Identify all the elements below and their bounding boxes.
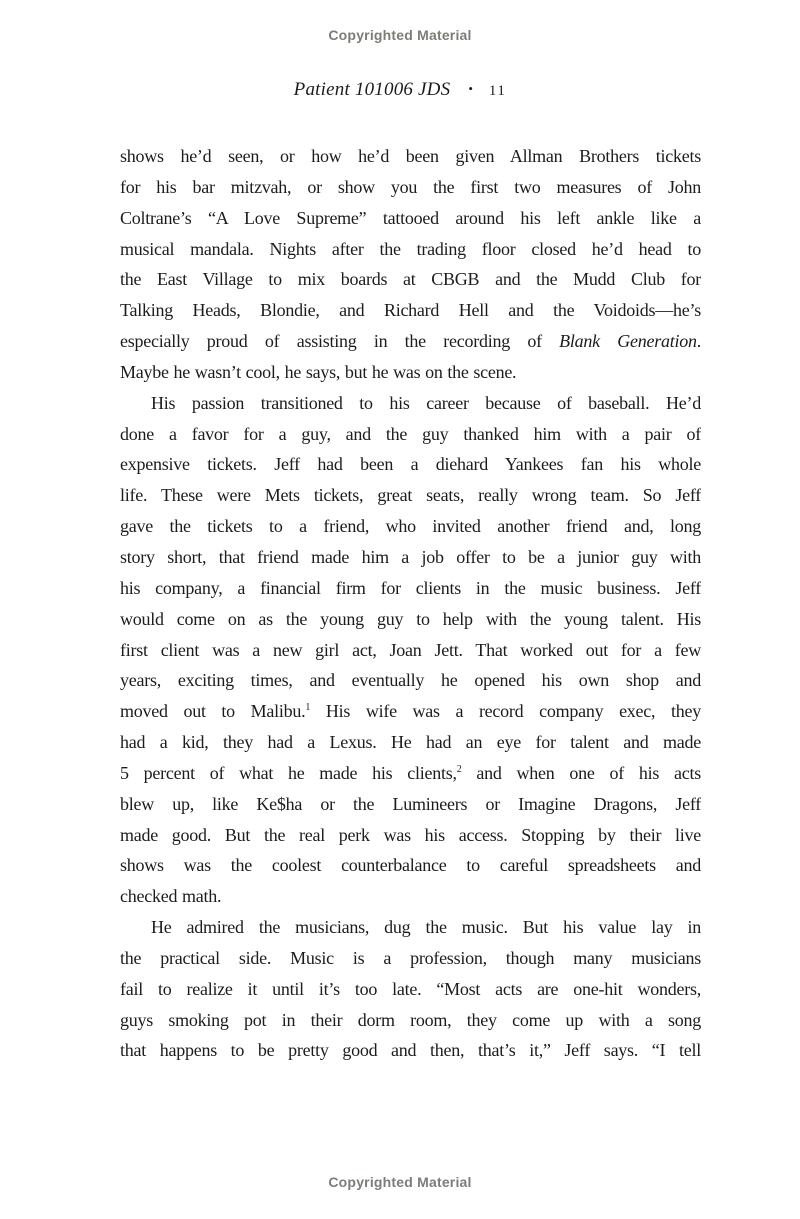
text-line: gave the tickets to a friend, who invited another friend and, long	[120, 516, 701, 537]
text-line	[120, 696, 701, 727]
separator-bullet-icon: •	[468, 81, 473, 96]
text-line: had a kid, they had a Lexus. He had an eye for talent and made	[120, 732, 701, 753]
text-line: fail to realize it until it’s too late. “Most acts are one-hit wonders,	[120, 978, 701, 999]
copyright-notice-bottom: Copyrighted Material	[328, 1174, 472, 1190]
text-line: would come on as the young guy to help with the young talent. His	[120, 608, 701, 629]
text-line: first client was a new girl act, Joan Jett. That worked out for a few	[120, 639, 701, 660]
text-line	[120, 758, 701, 789]
text-line: shows was the coolest counterbalance to careful spreadsheets and	[120, 855, 701, 876]
running-head-title: Patient 101006 JDS	[293, 79, 451, 100]
copyright-notice-top: Copyrighted Material	[328, 27, 472, 43]
text-line	[120, 326, 701, 357]
text-line: for his bar mitzvah, or show you the first two measures of John	[120, 176, 701, 197]
text-line: blew up, like Ke$ha or the Lumineers or Imagine Dragons, Jeff	[120, 793, 701, 814]
text-line: the East Village to mix boards at CBGB and the Mudd Club for	[120, 269, 701, 290]
text-line: Maybe he wasn’t cool, he says, but he was on the scene.	[120, 361, 517, 382]
text-segment: 5 percent of what he made his clients,	[120, 762, 457, 783]
text-segment: His wife was a record company exec, they	[310, 701, 701, 722]
text-segment: and when one of his acts	[461, 762, 701, 783]
italic-title: Blank Generation	[559, 331, 697, 352]
running-head	[0, 79, 800, 101]
page-number: 11	[488, 83, 507, 99]
text-line: Coltrane’s “A Love Supreme” tattooed around his left ankle like a	[120, 207, 701, 228]
text-line: guys smoking pot in their dorm room, they come up with a song	[120, 1009, 701, 1030]
text-line: checked math.	[120, 886, 222, 907]
footnote-marker: 1	[305, 702, 311, 714]
text-line: His passion transitioned to his career because of baseball. He’d	[151, 392, 701, 413]
text-segment: especially proud of assisting in the recording of	[120, 331, 560, 352]
text-line: shows he’d seen, or how he’d been given Allman Brothers tickets	[120, 146, 701, 166]
text-line: made good. But the real perk was his access. Stopping by their live	[120, 824, 701, 845]
body-text	[120, 141, 701, 1066]
text-line: Talking Heads, Blondie, and Richard Hell and the Voidoids—he’s	[120, 300, 701, 321]
text-line: musical mandala. Nights after the trading floor closed he’d head to	[120, 238, 701, 259]
text-segment: moved out to Malibu.	[120, 701, 306, 722]
text-line: story short, that friend made him a job offer to be a junior guy with	[120, 546, 701, 567]
text-segment: .	[696, 331, 701, 352]
text-line: life. These were Mets tickets, great seats, really wrong team. So Jeff	[120, 485, 701, 506]
text-line: expensive tickets. Jeff had been a diehard Yankees fan his whole	[120, 454, 701, 475]
text-line: that happens to be pretty good and then, that’s it,” Jeff says. “I tell	[120, 1040, 701, 1061]
text-line: his company, a financial firm for clients in the music business. Jeff	[120, 577, 701, 598]
text-line: done a favor for a guy, and the guy thanked him with a pair of	[120, 423, 701, 444]
text-line: He admired the musicians, dug the music. But his value lay in	[151, 917, 701, 938]
text-line: years, exciting times, and eventually he opened his own shop and	[120, 670, 701, 691]
footnote-marker: 2	[456, 763, 462, 775]
text-line: the practical side. Music is a profession, though many musicians	[120, 947, 701, 968]
